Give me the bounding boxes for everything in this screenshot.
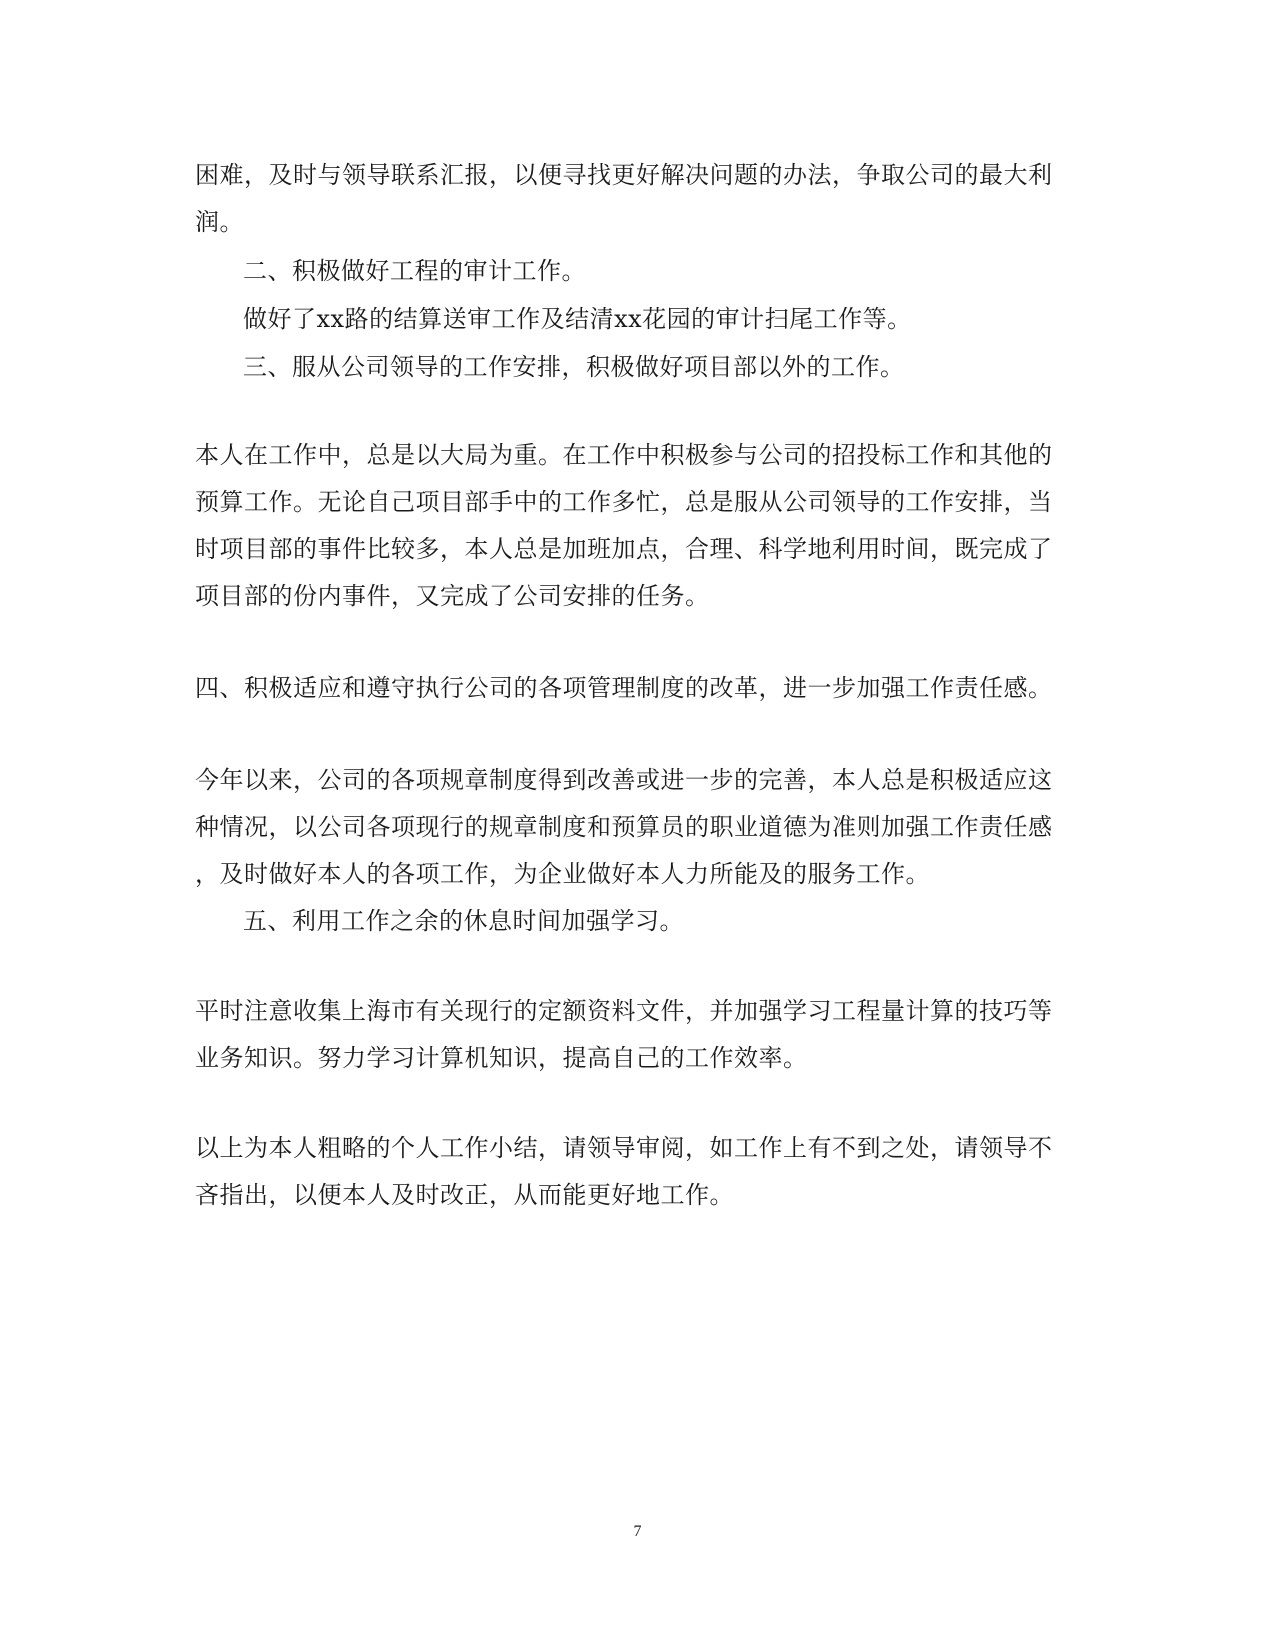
section-heading: 三、服从公司领导的工作安排，积极做好项目部以外的工作。 [243,353,905,381]
section-heading: 五、利用工作之余的休息时间加强学习。 [243,907,684,935]
text-line: ，及时做好本人的各项工作，为企业做好本人力所能及的服务工作。 [195,860,930,888]
section-heading: 四、积极适应和遵守执行公司的各项管理制度的改革，进一步加强工作责任感。 [195,674,1053,702]
text-line: 时项目部的事件比较多，本人总是加班加点，合理、科学地利用时间，既完成了 [195,535,1053,563]
text-line: 做好了xx路的结算送审工作及结清xx花园的审计扫尾工作等。 [243,305,912,333]
page-number: 7 [633,1523,642,1540]
text-line: 今年以来，公司的各项规章制度得到改善或进一步的完善，本人总是积极适应这 [195,766,1053,794]
text-line: 本人在工作中，总是以大局为重。在工作中积极参与公司的招投标工作和其他的 [195,441,1053,469]
text-line: 平时注意收集上海市有关现行的定额资料文件，并加强学习工程量计算的技巧等 [195,997,1053,1025]
text-line: 种情况，以公司各项现行的规章制度和预算员的职业道德为准则加强工作责任感 [195,813,1053,841]
text-line: 业务知识。努力学习计算机知识，提高自己的工作效率。 [195,1044,808,1072]
text-line: 项目部的份内事件，又完成了公司安排的任务。 [195,582,710,610]
text-line: 以上为本人粗略的个人工作小结，请领导审阅，如工作上有不到之处，请领导不 [195,1134,1053,1162]
text-line: 预算工作。无论自己项目部手中的工作多忙，总是服从公司领导的工作安排，当 [195,488,1053,516]
text-line: 润。 [195,208,244,236]
text-line: 吝指出，以便本人及时改正，从而能更好地工作。 [195,1181,734,1209]
section-heading: 二、积极做好工程的审计工作。 [243,257,586,285]
text-line: 困难，及时与领导联系汇报，以便寻找更好解决问题的办法，争取公司的最大利 [195,161,1053,189]
